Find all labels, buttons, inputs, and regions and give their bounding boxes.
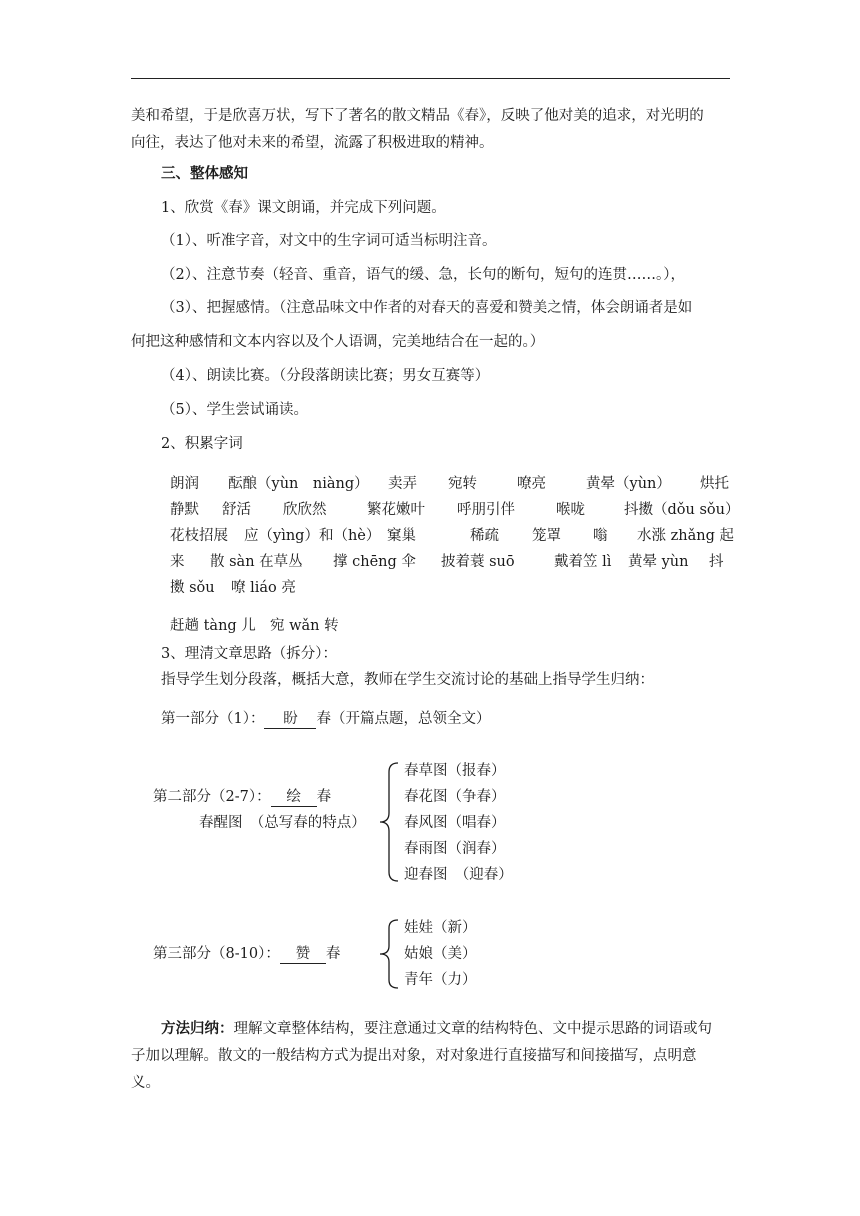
part-2-suffix: 春 [316, 789, 332, 805]
sub-item-5: （5）、学生尝试诵读。 [161, 402, 308, 418]
vocab-word: 朗润 [170, 476, 199, 492]
vocab-word: 宛转 [448, 476, 477, 492]
vocab-word: 静默 [170, 502, 199, 518]
vocab-word: 欣欣然 [283, 502, 327, 518]
vocab-word: 喉咙 [556, 502, 585, 518]
part-3-item: 姑娘（美） [404, 946, 477, 962]
sub-item-4: （4）、朗读比赛。（分段落朗读比赛；男女互赛等） [161, 368, 490, 384]
sub-item-1: （1）、听准字音，对文中的生字词可适当标明注音。 [161, 233, 497, 249]
part-1-suffix: 春（开篇点题，总领全文） [316, 711, 491, 727]
vocab-word: 散 sàn 在草丛 [210, 554, 303, 570]
vocab-word: 擞 sǒu [170, 580, 215, 596]
vocab-word: 赶趟 tàng 儿 [170, 618, 256, 634]
part-2-blank: 绘 [271, 789, 317, 807]
part-3-item: 娃娃（新） [404, 920, 477, 936]
part-3 [153, 944, 340, 964]
vocab-word: 窠巢 [387, 528, 416, 544]
vocab-word: 嘹亮 [517, 476, 546, 492]
vocab-word: 宛 wǎn 转 [270, 618, 339, 634]
part-1 [161, 709, 490, 729]
vocab-word: 来 [170, 554, 185, 570]
part-1-blank: 盼 [264, 711, 316, 729]
part-2-label: 第二部分（2-7）： [153, 789, 271, 805]
vocab-word: 黄晕（yùn） [586, 476, 671, 492]
item-3: 3、理清文章思路（拆分）： [161, 646, 337, 662]
guide-text: 指导学生划分段落，概括大意，教师在学生交流讨论的基础上指导学生归纳： [161, 672, 654, 688]
intro-line-2: 向往，表达了他对未来的希望，流露了积极进取的精神。 [131, 135, 494, 151]
method-line-3: 义。 [131, 1075, 160, 1091]
vocab-word: 应（yìng）和（hè） [244, 528, 381, 544]
sub-item-2: （2）、注意节奏（轻音、重音，语气的缓、急，长句的断句，短句的连贯……。）， [161, 267, 685, 283]
vocab-word: 花枝招展 [170, 528, 228, 544]
method-line-1 [161, 1019, 712, 1039]
part-3-suffix: 春 [325, 946, 341, 962]
vocab-word: 烘托 [700, 476, 729, 492]
method-line-2: 子加以理解。散文的一般结构方式为提出对象，对对象进行直接描写和间接描写，点明意 [131, 1048, 697, 1064]
part-2-item: 春风图（唱春） [404, 815, 506, 831]
sub-item-3-line-2: 何把这种感情和文本内容以及个人语调，完美地结合在一起的。） [131, 334, 545, 350]
vocab-word: 黄晕 yùn [628, 554, 689, 570]
section-heading: 三、整体感知 [161, 165, 248, 182]
part-1-label: 第一部分（1）： [161, 711, 265, 727]
vocab-word: 抖 [709, 554, 724, 570]
part-3-item: 青年（力） [404, 972, 477, 988]
part-2 [153, 787, 331, 807]
vocab-word: 抖擞（dǒu sǒu） [624, 502, 740, 518]
vocab-word: 嘹 liáo 亮 [231, 580, 296, 596]
vocab-word: 嗡 [593, 528, 608, 544]
part-2-item: 迎春图 （迎春） [404, 867, 513, 883]
part-3-blank: 赞 [280, 946, 326, 964]
item-2: 2、积累字词 [161, 436, 243, 452]
method-label: 方法归纳： [161, 1020, 234, 1037]
vocab-word: 笼罩 [532, 528, 561, 544]
vocab-word: 水涨 zhǎng 起 [637, 528, 734, 544]
vocab-word: 稀疏 [470, 528, 499, 544]
brace-icon [378, 761, 400, 883]
part-2-item: 春花图（争春） [404, 789, 506, 805]
vocab-word: 戴着笠 lì [554, 554, 612, 570]
sub-item-3-line-1: （3）、把握感情。（注意品味文中作者的对春天的喜爱和赞美之情，体会朗诵者是如 [161, 300, 693, 316]
vocab-word: 披着蓑 suō [441, 554, 515, 570]
vocab-word: 卖弄 [388, 476, 417, 492]
vocab-word: 撑 chēng 伞 [333, 554, 416, 570]
part-2-item: 春草图（报春） [404, 763, 506, 779]
method-text-1: 理解文章整体结构，要注意通过文章的结构特色、文中提示思路的词语或句 [233, 1021, 712, 1037]
part-2-item: 春雨图（润春） [404, 841, 506, 857]
part-2-sub: 春醒图 （总写春的特点） [199, 815, 366, 831]
vocab-word: 舒活 [222, 502, 251, 518]
brace-icon [378, 918, 400, 990]
intro-line-1: 美和希望，于是欣喜万状，写下了著名的散文精品《春》，反映了他对美的追求，对光明的 [131, 108, 704, 124]
vocab-word: 呼朋引伴 [457, 502, 515, 518]
item-1: 1、欣赏《春》课文朗诵，并完成下列问题。 [161, 200, 446, 216]
vocab-word: 酝酿（yùn niàng） [228, 476, 369, 492]
part-3-label: 第三部分（8-10）： [153, 946, 280, 962]
vocab-word: 繁花嫩叶 [367, 502, 425, 518]
header-rule [131, 78, 730, 79]
